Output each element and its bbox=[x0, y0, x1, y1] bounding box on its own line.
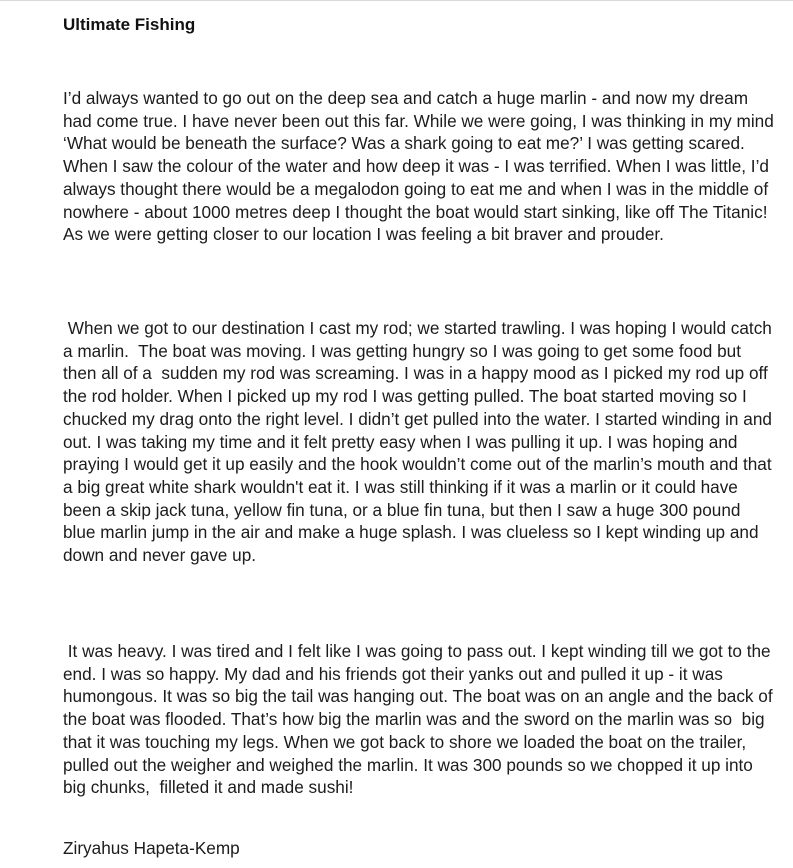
paragraph-1: I’d always wanted to go out on the deep sea and catch a huge marlin - and now my dream had come true. I have never been out this far. While we were going, I was thinking in my mind ‘What would be beneath the surface? Was a shark going to eat me?’ I was getting scared. When I saw the colour of the water and how deep it was - I was terrified. When I was little, I’d always thought there would be a megalodon going to eat me and when I was in the middle of nowhere - about 1000 metres deep I thought the boat would start sinking, like off The Titanic! As we were getting closer to our location I was feeling a bit braver and prouder. bbox=[63, 88, 779, 245]
paragraph-2: When we got to our destination I cast my rod; we started trawling. I was hoping I would catch a marlin. The boat was moving. I was getting hungry so I was going to get some food but then all of a sudden my rod was screaming. I was in a happy mood as I picked my rod up off the rod holder. When I picked up my rod I was getting pulled. The boat started moving so I chucked my drag onto the right level. I didn’t get pulled into the water. I started winding in and out. I was taking my time and it felt pretty easy when I was pulling it up. I was hoping and praying I would get it up easily and the hook wouldn’t come out of the marlin’s mouth and that a big great white shark wouldn't eat it. I was still thinking if it was a marlin or it could have been a skip jack tuna, yellow fin tuna, or a blue fin tuna, but then I saw a huge 300 pound blue marlin jump in the air and make a huge splash. I was clueless so I kept winding up and down and never gave up. bbox=[63, 318, 777, 566]
paragraph-3: It was heavy. I was tired and I felt like I was going to pass out. I kept winding till we got to the end. I was so happy. My dad and his friends got their yanks out and pulled it up - it was humongous. It was so big the tail was hanging out. The boat was on an angle and the back of the boat was flooded. That’s how big the marlin was and the sword on the marlin was so big that it was touching my legs. When we got back to shore we loaded the boat on the trailer, pulled out the weigher and weighed the marlin. It was 300 pounds so we chopped it up into big chunks, filleted it and made sushi! bbox=[63, 641, 778, 798]
document-title: Ultimate Fishing bbox=[63, 15, 196, 34]
author-signature: Ziryahus Hapeta-Kemp bbox=[63, 838, 240, 858]
